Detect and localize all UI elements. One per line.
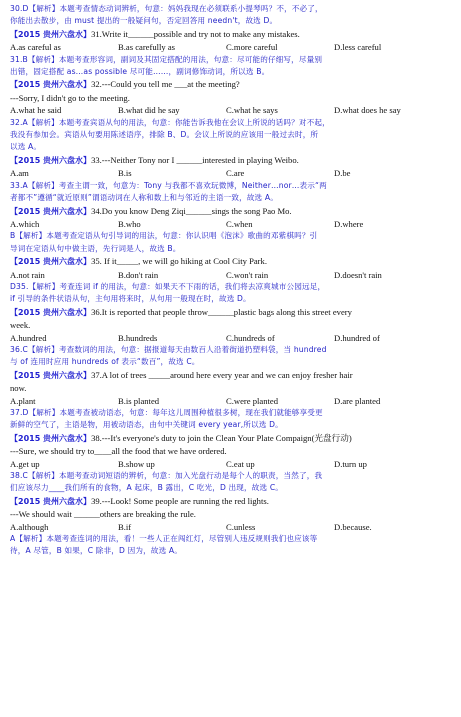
option-c: C.won't rain	[226, 269, 269, 280]
question-text: 31.Write it______possible and try not to make any mistakes.	[91, 28, 300, 39]
answer-explanation-line: 33.A【解析】考查主谓一致，句意为：Tony 与我都不喜欢玩微博，Neither…nor…表示“两	[10, 180, 327, 190]
option-c: C.are	[226, 168, 245, 179]
answer-explanation-line: A【解析】本题考查连词的用法，看！一些人正在闯红灯，尽管别人违反规则我们也应该等	[10, 534, 318, 544]
option-b: B.what did he say	[118, 105, 180, 116]
option-d: D.less careful	[334, 42, 382, 53]
options-row	[10, 458, 451, 470]
options-row	[10, 269, 451, 281]
question-text: 35. If it_____, we will go hiking at Cool City Park.	[91, 256, 267, 267]
source-tag: 【2015 贵州六盘水】	[10, 80, 92, 90]
dialogue-line: now.	[10, 383, 27, 394]
option-d: D.hundred of	[334, 332, 380, 343]
question-text: 38.---It's everyone's duty to join the Clean Your Plate Compaign(光盘行动)	[91, 432, 352, 443]
answer-explanation-line: 37.D【解析】本题考查被动语态，句意：每年这儿周围种植很多树，现在我们就能够享受更	[10, 408, 323, 417]
option-c: C.when	[226, 218, 253, 229]
answer-explanation-line: 出错，固定搭配 as…as possible 尽可能……，副词修饰动词，所以选 B。	[10, 67, 270, 77]
option-d: D.doesn't rain	[334, 269, 382, 280]
answer-explanation-line: 我没有参加会。宾语从句要用陈述语序，排除 B、D。会议上所说的应该用一般过去时，所	[10, 130, 319, 140]
answer-explanation-line: 30.D【解析】本题考查情态动词辨析，句意：妈妈我现在必须联系小提琴吗？不，不必了，	[10, 4, 323, 13]
option-d: D.because.	[334, 521, 372, 532]
dialogue-line: ---Sorry, I didn't go to the meeting.	[10, 92, 130, 103]
option-b: B.don't rain	[118, 269, 159, 280]
dialogue-line: ---We should wait ______others are breaking the rule.	[10, 509, 196, 520]
answer-explanation-line: 31.B【解析】本题考查形容词，副词及其固定搭配的用法，句意：尽可能的仔细写，尽量别	[10, 54, 323, 64]
question-text: 32.---Could you tell me ___at the meeting?	[91, 79, 240, 90]
answer-explanation-line: 38.C【解析】本题考查动词短语的辨析，句意：加入光盘行动是每个人的职责，当然了，我	[10, 471, 323, 481]
question-line	[10, 369, 451, 382]
option-b: B.is planted	[118, 395, 160, 406]
answer-explanation-line: 们应该尽力____我们所有的食物，A 起床，B 露出，C 吃光，D 出现，故选 C。	[10, 483, 284, 493]
option-a: A.not rain	[10, 269, 45, 280]
source-tag: 【2015 贵州六盘水】	[10, 433, 92, 443]
option-d: D.turn up	[334, 458, 367, 469]
question-text: 36.It is reported that people throw______plastic bags along this street every	[91, 306, 352, 317]
option-d: D.where	[334, 218, 364, 229]
option-d: D.what does he say	[334, 105, 401, 116]
options-row	[10, 167, 451, 179]
option-c: C.were planted	[226, 395, 279, 406]
option-c: C.hundreds of	[226, 332, 275, 343]
answer-explanation-line: 新鲜的空气了，主语是物，用被动语态，由句中关键词 every year,所以选 D。	[10, 420, 283, 430]
answer-explanation-line: B【解析】本题考查定语从句引导词的用法，句意：你认识唱《泡沫》歌曲的邓紫棋吗？引	[10, 231, 318, 241]
question-line	[10, 78, 451, 91]
question-text: 39.---Look! Some people are running the red lights.	[91, 495, 269, 506]
option-b: B.who	[118, 218, 141, 229]
option-b: B.as carefully as	[118, 42, 176, 53]
options-row	[10, 104, 451, 116]
question-text: 33.---Neither Tony nor I ______interested in playing Weibo.	[91, 154, 299, 165]
source-tag: 【2015 贵州六盘水】	[10, 370, 92, 380]
source-tag: 【2015 贵州六盘水】	[10, 496, 92, 506]
question-text: 37.A lot of trees _____around here every year and we can enjoy fresher hair	[91, 369, 353, 380]
option-a: A.hundred	[10, 332, 47, 343]
option-a: A.get up	[10, 458, 40, 469]
answer-explanation-line: 待，A 尽管，B 如果，C 除非，D 因为，故选 A。	[10, 546, 182, 556]
option-b: B.hundreds	[118, 332, 158, 343]
source-tag: 【2015 贵州六盘水】	[10, 257, 92, 267]
question-line	[10, 432, 451, 445]
answer-explanation-line: 你能出去散步，由 must 提出的一般疑问句，否定回答用 needn't，故选 D。	[10, 16, 278, 26]
option-a: A.as careful as	[10, 42, 61, 53]
answer-explanation-line: 36.C【解析】考查数词的用法，句意：据报道每天由数百人沿着街道扔塑料袋，当 hundred	[10, 344, 327, 354]
option-a: A.am	[10, 168, 29, 179]
dialogue-line: week.	[10, 320, 31, 331]
option-d: D.are planted	[334, 395, 381, 406]
option-c: C.eat up	[226, 458, 255, 469]
source-tag: 【2015 贵州六盘水】	[10, 29, 92, 39]
option-b: B.is	[118, 168, 132, 179]
answer-explanation-line: 以选 A。	[10, 142, 42, 152]
options-row	[10, 521, 451, 533]
answer-explanation-line: if 引导的条件状语从句，主句用将来时，从句用一般现在时，故选 D。	[10, 294, 251, 304]
question-line	[10, 495, 451, 508]
source-tag: 【2015 贵州六盘水】	[10, 206, 92, 216]
answer-explanation-line: 32.A【解析】本题考查宾语从句的用法，句意：你能告诉我他在会议上所说的话吗？对不起，	[10, 117, 330, 127]
options-row	[10, 41, 451, 53]
option-a: A.which	[10, 218, 40, 229]
source-tag: 【2015 贵州六盘水】	[10, 307, 92, 317]
option-d: D.be	[334, 168, 351, 179]
options-row	[10, 395, 451, 407]
option-a: A.what he said	[10, 105, 62, 116]
answer-explanation-line: D35.【解析】考查连词 if 的用法，句意：如果天不下雨的话，我们将去凉爽城市公园远足，	[10, 281, 326, 291]
question-line	[10, 306, 451, 319]
question-line	[10, 205, 451, 218]
option-a: A.plant	[10, 395, 36, 406]
question-line	[10, 28, 451, 41]
question-line	[10, 154, 451, 167]
question-line	[10, 255, 451, 268]
answer-explanation-line: 与 of 连用时应用 hundreds of 表示“数百”，故选 C。	[10, 357, 200, 367]
answer-explanation-line: 者都不”遵循“就近原则”谓语动词在人称和数上和与邻近的主语一致，故选 A。	[10, 193, 278, 203]
option-c: C.unless	[226, 521, 256, 532]
question-list	[10, 3, 451, 558]
options-row	[10, 332, 451, 344]
option-b: B.show up	[118, 458, 155, 469]
dialogue-line: ---Sure, we should try to____all the food that we have ordered.	[10, 446, 227, 457]
option-c: C.more careful	[226, 42, 278, 53]
source-tag: 【2015 贵州六盘水】	[10, 155, 92, 165]
option-c: C.what he says	[226, 105, 278, 116]
option-b: B.if	[118, 521, 132, 532]
answer-explanation-line: 导词在定语从句中做主语，先行词是人，故选 B。	[10, 243, 181, 253]
options-row	[10, 218, 451, 230]
question-text: 34.Do you know Deng Ziqi______sings the song Pao Mo.	[91, 205, 292, 216]
option-a: A.although	[10, 521, 49, 532]
